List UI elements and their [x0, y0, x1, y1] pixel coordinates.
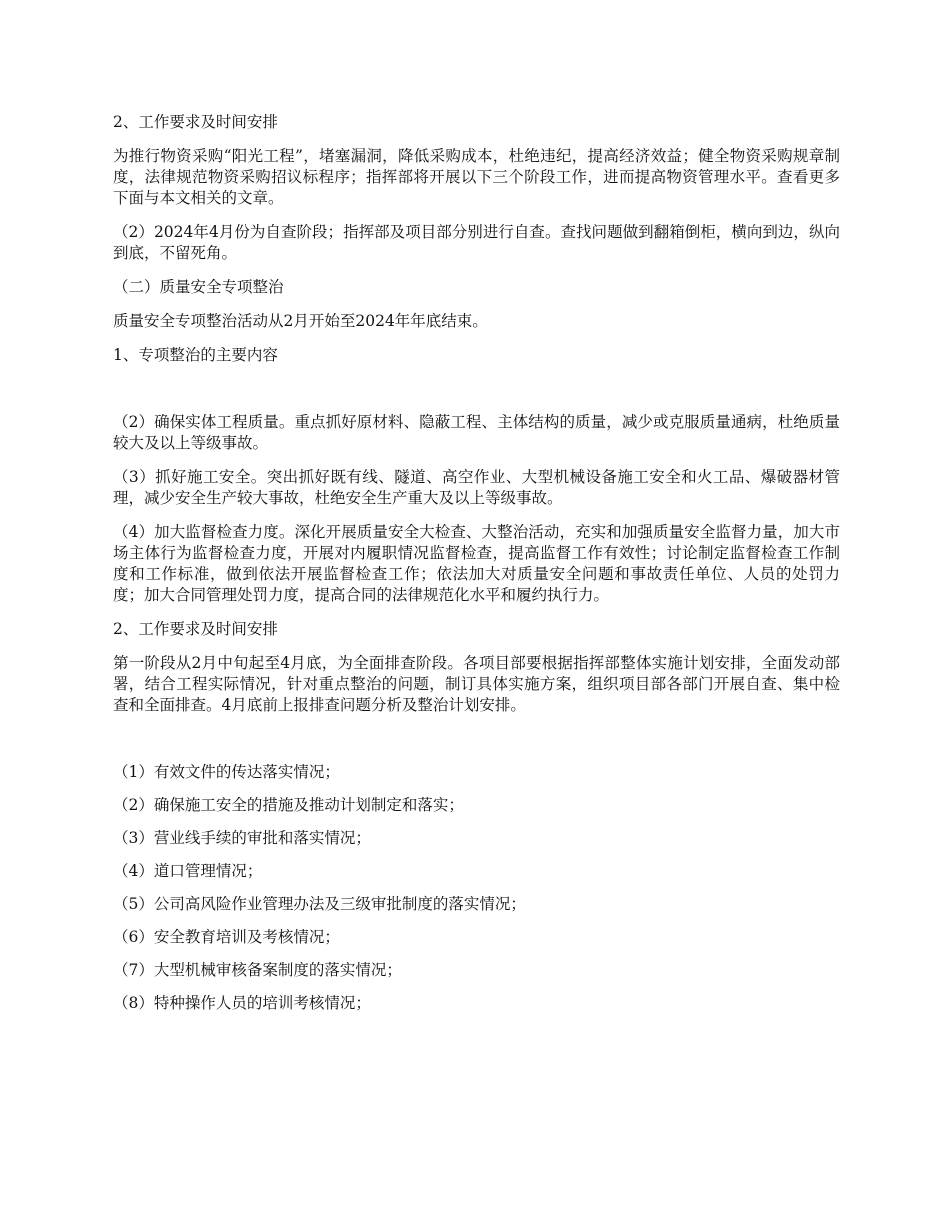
list-item: （7）大型机械审核备案制度的落实情况； — [113, 961, 402, 979]
body-paragraph: （2）2024年4月份为自查阶段；指挥部及项目部分别进行自查。查找问题做到翻箱倒柜，横向到边，纵向到底，不留死角。 — [113, 223, 840, 262]
list-item: （6）安全教育培训及考核情况； — [113, 928, 340, 946]
section-heading: 2、工作要求及时间安排 — [113, 620, 278, 638]
body-paragraph: （4）加大监督检查力度。深化开展质量安全大检查、大整治活动，充实和加强质量安全监督力量，加大市场主体行为监督检查力度，开展对内履职情况监督检查，提高监督工作有效性；讨论制定监督检查工作制度和工作标准，做到依法开展监督检查工作；依法加大对质量安全问题和事故责任单位、人员的处罚力度；加大合同管理处罚力度，提高合同的法律规范化水平和履约执行力。 — [113, 523, 840, 604]
section-heading: 1、专项整治的主要内容 — [113, 346, 278, 364]
body-paragraph: （2）确保实体工程质量。重点抓好原材料、隐蔽工程、主体结构的质量，减少或克服质量通病，杜绝质量较大及以上等级事故。 — [113, 413, 840, 452]
section-heading: 2、工作要求及时间安排 — [113, 113, 278, 131]
list-item: （2）确保施工安全的措施及推动计划制定和落实； — [113, 796, 464, 814]
body-paragraph: （3）抓好施工安全。突出抓好既有线、隧道、高空作业、大型机械设备施工安全和火工品、爆破器材管理，减少安全生产较大事故，杜绝安全生产重大及以上等级事故。 — [113, 468, 840, 507]
body-paragraph: 为推行物资采购“阳光工程”，堵塞漏洞，降低采购成本，杜绝违纪，提高经济效益；健全物资采购规章制度，法律规范物资采购招议标程序；指挥部将开展以下三个阶段工作，进而提高物资管理水平。查看更多下面与本文相关的文章。 — [113, 147, 840, 207]
list-item: （5）公司高风险作业管理办法及三级审批制度的落实情况； — [113, 895, 526, 913]
body-paragraph: 第一阶段从2月中旬起至4月底，为全面排查阶段。各项目部要根据指挥部整体实施计划安排，全面发动部署，结合工程实际情况，针对重点整治的问题，制订具体实施方案，组织项目部各部门开展自查、集中检查和全面排查。4月底前上报排查问题分析及整治计划安排。 — [113, 654, 840, 714]
document-body — [113, 112, 840, 1026]
body-paragraph: 质量安全专项整治活动从2月开始至2024年年底结束。 — [113, 312, 488, 330]
section-heading: （二）质量安全专项整治 — [113, 278, 284, 296]
checklist — [113, 762, 840, 1014]
list-item: （3）营业线手续的审批和落实情况； — [113, 829, 371, 847]
list-item: （4）道口管理情况； — [113, 862, 263, 880]
list-item: （1）有效文件的传达落实情况； — [113, 763, 340, 781]
list-item: （8）特种操作人员的培训考核情况； — [113, 994, 371, 1012]
